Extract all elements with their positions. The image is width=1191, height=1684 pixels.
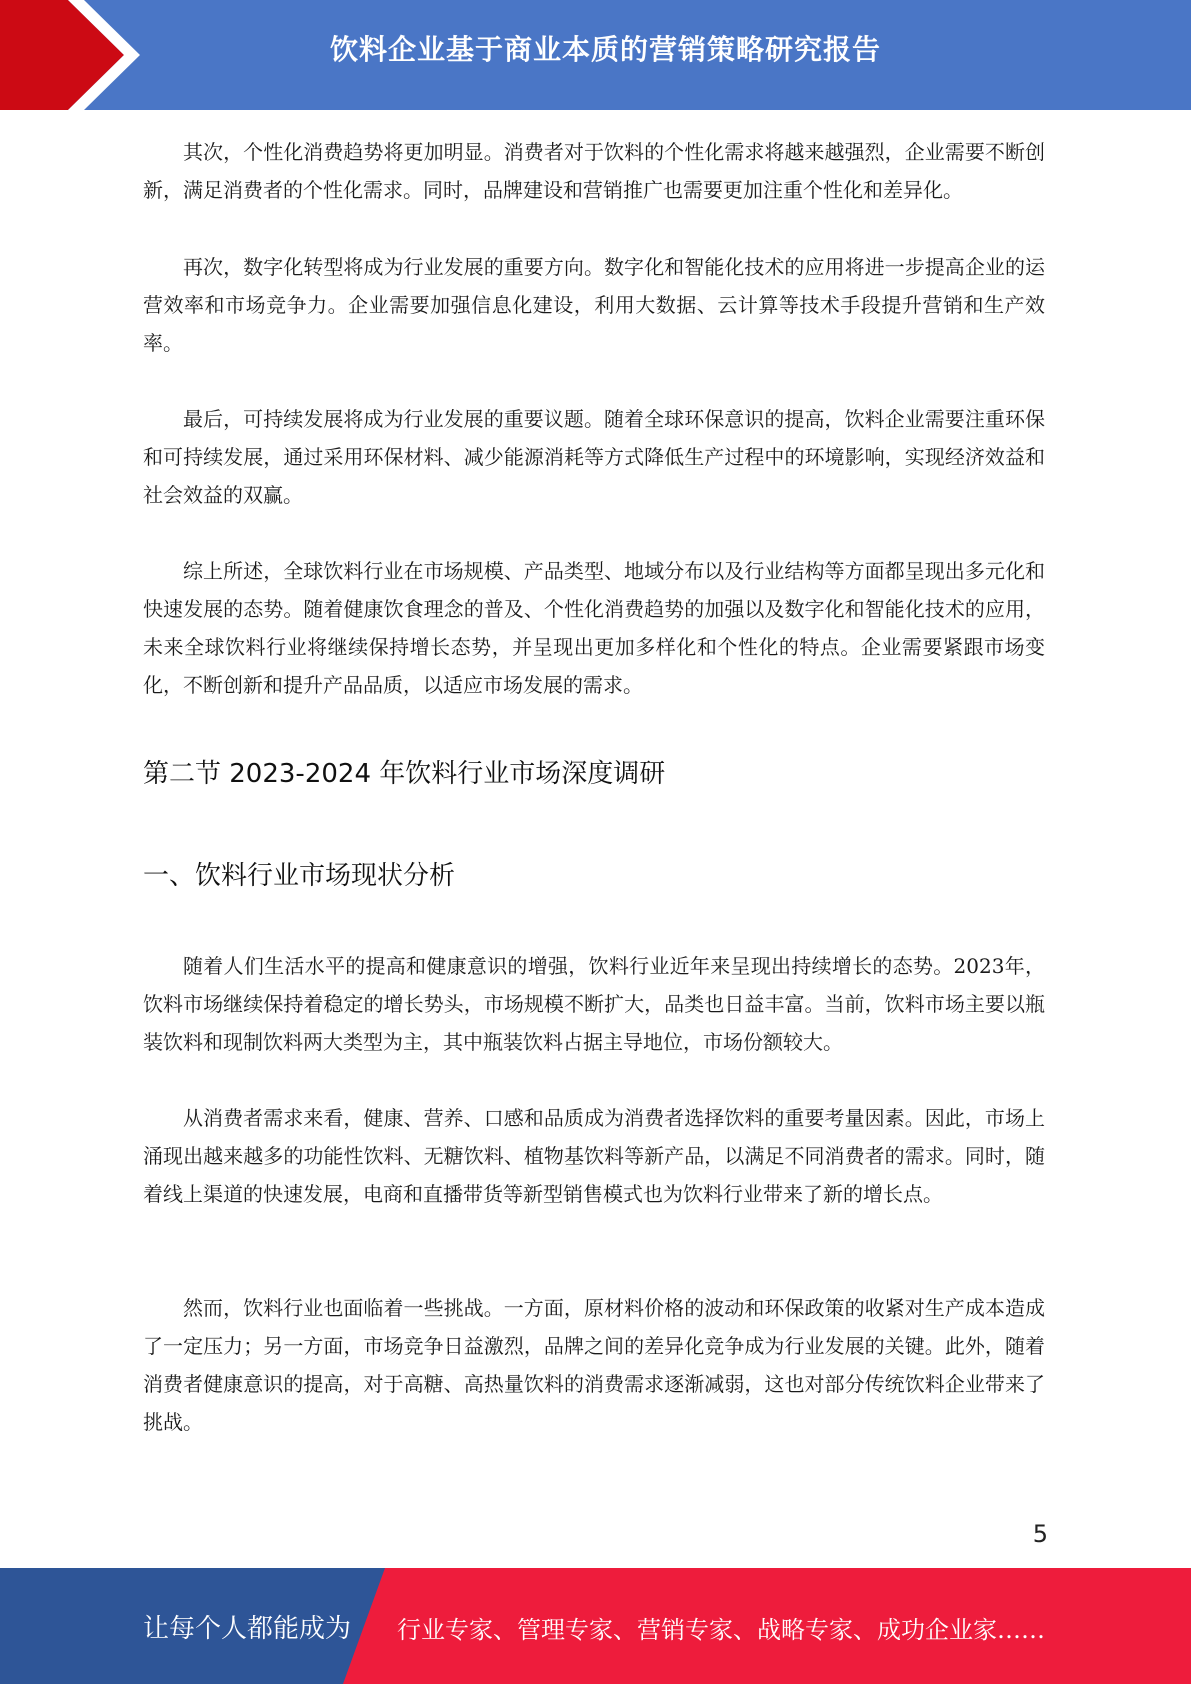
body-paragraph: 最后，可持续发展将成为行业发展的重要议题。随着全球环保意识的提高，饮料企业需要注重环保和可持续发展，通过采用环保材料、减少能源消耗等方式降低生产过程中的环境影响，实现经济效益和社会效益的双赢。 xyxy=(143,407,1045,507)
body-paragraph: 从消费者需求来看，健康、营养、口感和品质成为消费者选择饮料的重要考量因素。因此，市场上涌现出越来越多的功能性饮料、无糖饮料、植物基饮料等新产品，以满足不同消费者的需求。同时，随着线上渠道的快速发展，电商和直播带货等新型销售模式也为饮料行业带来了新的增长点。 xyxy=(143,1106,1045,1206)
page-header xyxy=(0,0,1191,110)
body-paragraph: 再次，数字化转型将成为行业发展的重要方向。数字化和智能化技术的应用将进一步提高企业的运营效率和市场竞争力。企业需要加强信息化建设，利用大数据、云计算等技术手段提升营销和生产效率。 xyxy=(143,255,1045,355)
footer-slogan-left: 让每个人都能成为 xyxy=(143,1614,352,1644)
page-footer xyxy=(0,1568,1191,1684)
subsection-heading: 一、饮料行业市场现状分析 xyxy=(143,861,456,891)
body-paragraph: 其次，个性化消费趋势将更加明显。消费者对于饮料的个性化需求将越来越强烈，企业需要不断创新，满足消费者的个性化需求。同时，品牌建设和营销推广也需要更加注重个性化和差异化。 xyxy=(143,140,1045,202)
body-paragraph: 随着人们生活水平的提高和健康意识的增强，饮料行业近年来呈现出持续增长的态势。2023年，饮料市场继续保持着稳定的增长势头，市场规模不断扩大，品类也日益丰富。当前，饮料市场主要以瓶装饮料和现制饮料两大类型为主，其中瓶装饮料占据主导地位，市场份额较大。 xyxy=(143,954,1045,1054)
body-paragraph: 然而，饮料行业也面临着一些挑战。一方面，原材料价格的波动和环保政策的收紧对生产成本造成了一定压力；另一方面，市场竞争日益激烈，品牌之间的差异化竞争成为行业发展的关键。此外，随着消费者健康意识的提高，对于高糖、高热量饮料的消费需求逐渐减弱，这也对部分传统饮料企业带来了挑战。 xyxy=(143,1296,1045,1434)
footer-slogan-right: 行业专家、管理专家、营销专家、战略专家、成功企业家…… xyxy=(397,1616,1045,1644)
body-paragraph: 综上所述，全球饮料行业在市场规模、产品类型、地域分布以及行业结构等方面都呈现出多元化和快速发展的态势。随着健康饮食理念的普及、个性化消费趋势的加强以及数字化和智能化技术的应用，未来全球饮料行业将继续保持增长态势，并呈现出更加多样化和个性化的特点。企业需要紧跟市场变化，不断创新和提升产品品质，以适应市场发展的需求。 xyxy=(143,559,1045,697)
page-number: 5 xyxy=(1032,1520,1048,1548)
section-heading: 第二节 2023-2024 年饮料行业市场深度调研 xyxy=(143,759,666,789)
report-title: 饮料企业基于商业本质的营销策略研究报告 xyxy=(329,33,881,66)
